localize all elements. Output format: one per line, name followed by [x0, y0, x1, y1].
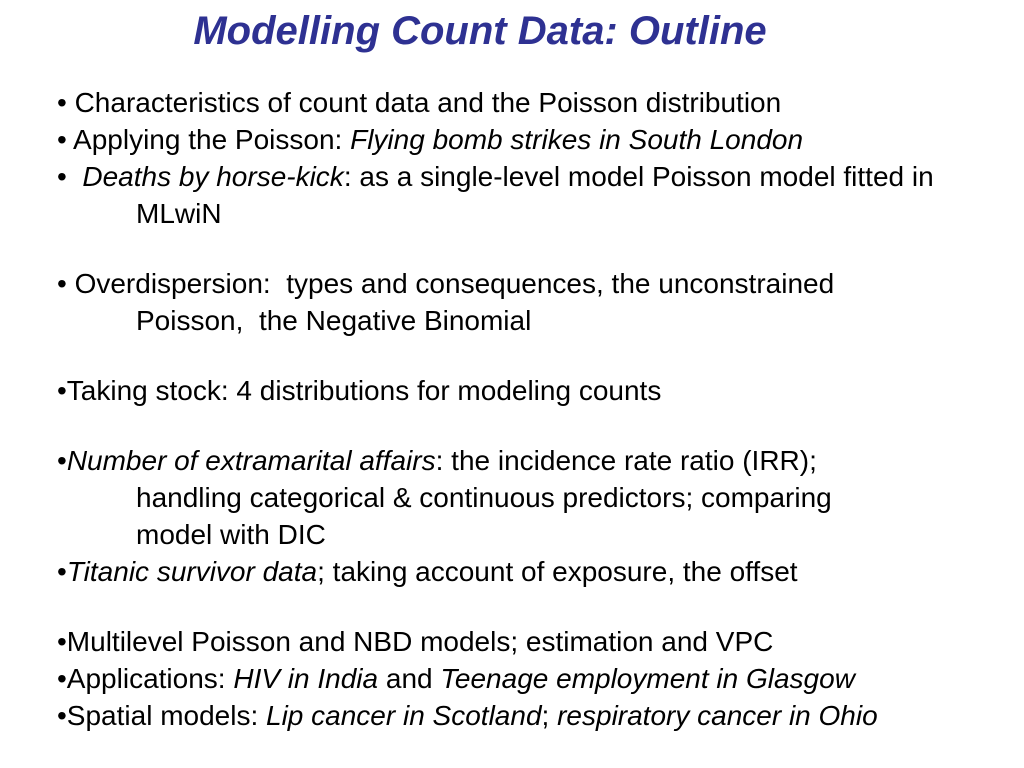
outline-line — [57, 660, 1014, 697]
outline-segment: model with DIC — [136, 519, 326, 550]
outline-segment: • Overdispersion: types and consequences, the unconstrained — [57, 268, 835, 299]
outline-line — [57, 479, 1014, 516]
outline-line — [57, 553, 1014, 590]
outline-segment-italic: Number of extramarital affairs — [66, 445, 436, 476]
outline-line — [57, 516, 1014, 553]
outline-segment-italic: HIV in India — [233, 663, 379, 694]
outline-segment-italic: Lip cancer in Scotland — [266, 700, 542, 731]
outline-line — [57, 158, 1014, 195]
page-title: Modelling Count Data: Outline — [193, 9, 767, 53]
outline-list — [57, 84, 1014, 734]
outline-line — [57, 195, 1014, 232]
outline-line — [57, 623, 1014, 660]
outline-segment-italic: Deaths by horse-kick — [82, 161, 344, 192]
outline-segment: : the incidence rate ratio (IRR); — [435, 445, 817, 476]
outline-segment: •Taking stock: 4 distributions for modeling counts — [57, 375, 662, 406]
outline-segment: : as a single-level model Poisson model fitted in — [343, 161, 934, 192]
outline-line — [57, 84, 1014, 121]
outline-segment: handling categorical & continuous predictors; comparing — [136, 482, 832, 513]
outline-segment: Poisson, the Negative Binomial — [136, 305, 532, 336]
outline-line — [57, 697, 1014, 734]
outline-line — [57, 442, 1014, 479]
outline-segment: • Applying the Poisson: — [57, 124, 351, 155]
outline-segment: •Spatial models: — [57, 700, 267, 731]
outline-segment: • — [57, 161, 83, 192]
outline-segment: • Characteristics of count data and the Poisson distribution — [57, 87, 782, 118]
outline-segment: • — [57, 556, 67, 587]
outline-segment: MLwiN — [136, 198, 222, 229]
outline-segment-italic: Flying bomb strikes in South London — [350, 124, 804, 155]
outline-line — [57, 265, 1014, 302]
outline-segment-italic: respiratory cancer in Ohio — [557, 700, 878, 731]
outline-segment: and — [378, 663, 441, 694]
outline-segment: •Applications: — [57, 663, 234, 694]
outline-segment: ; — [541, 700, 558, 731]
outline-line — [57, 302, 1014, 339]
outline-line — [57, 121, 1014, 158]
outline-segment-italic: Teenage employment in Glasgow — [440, 663, 855, 694]
outline-segment: • — [57, 445, 67, 476]
outline-segment: •Multilevel Poisson and NBD models; estimation and VPC — [57, 626, 774, 657]
outline-line — [57, 372, 1014, 409]
outline-segment: ; taking account of exposure, the offset — [317, 556, 798, 587]
outline-segment-italic: Titanic survivor data — [66, 556, 318, 587]
